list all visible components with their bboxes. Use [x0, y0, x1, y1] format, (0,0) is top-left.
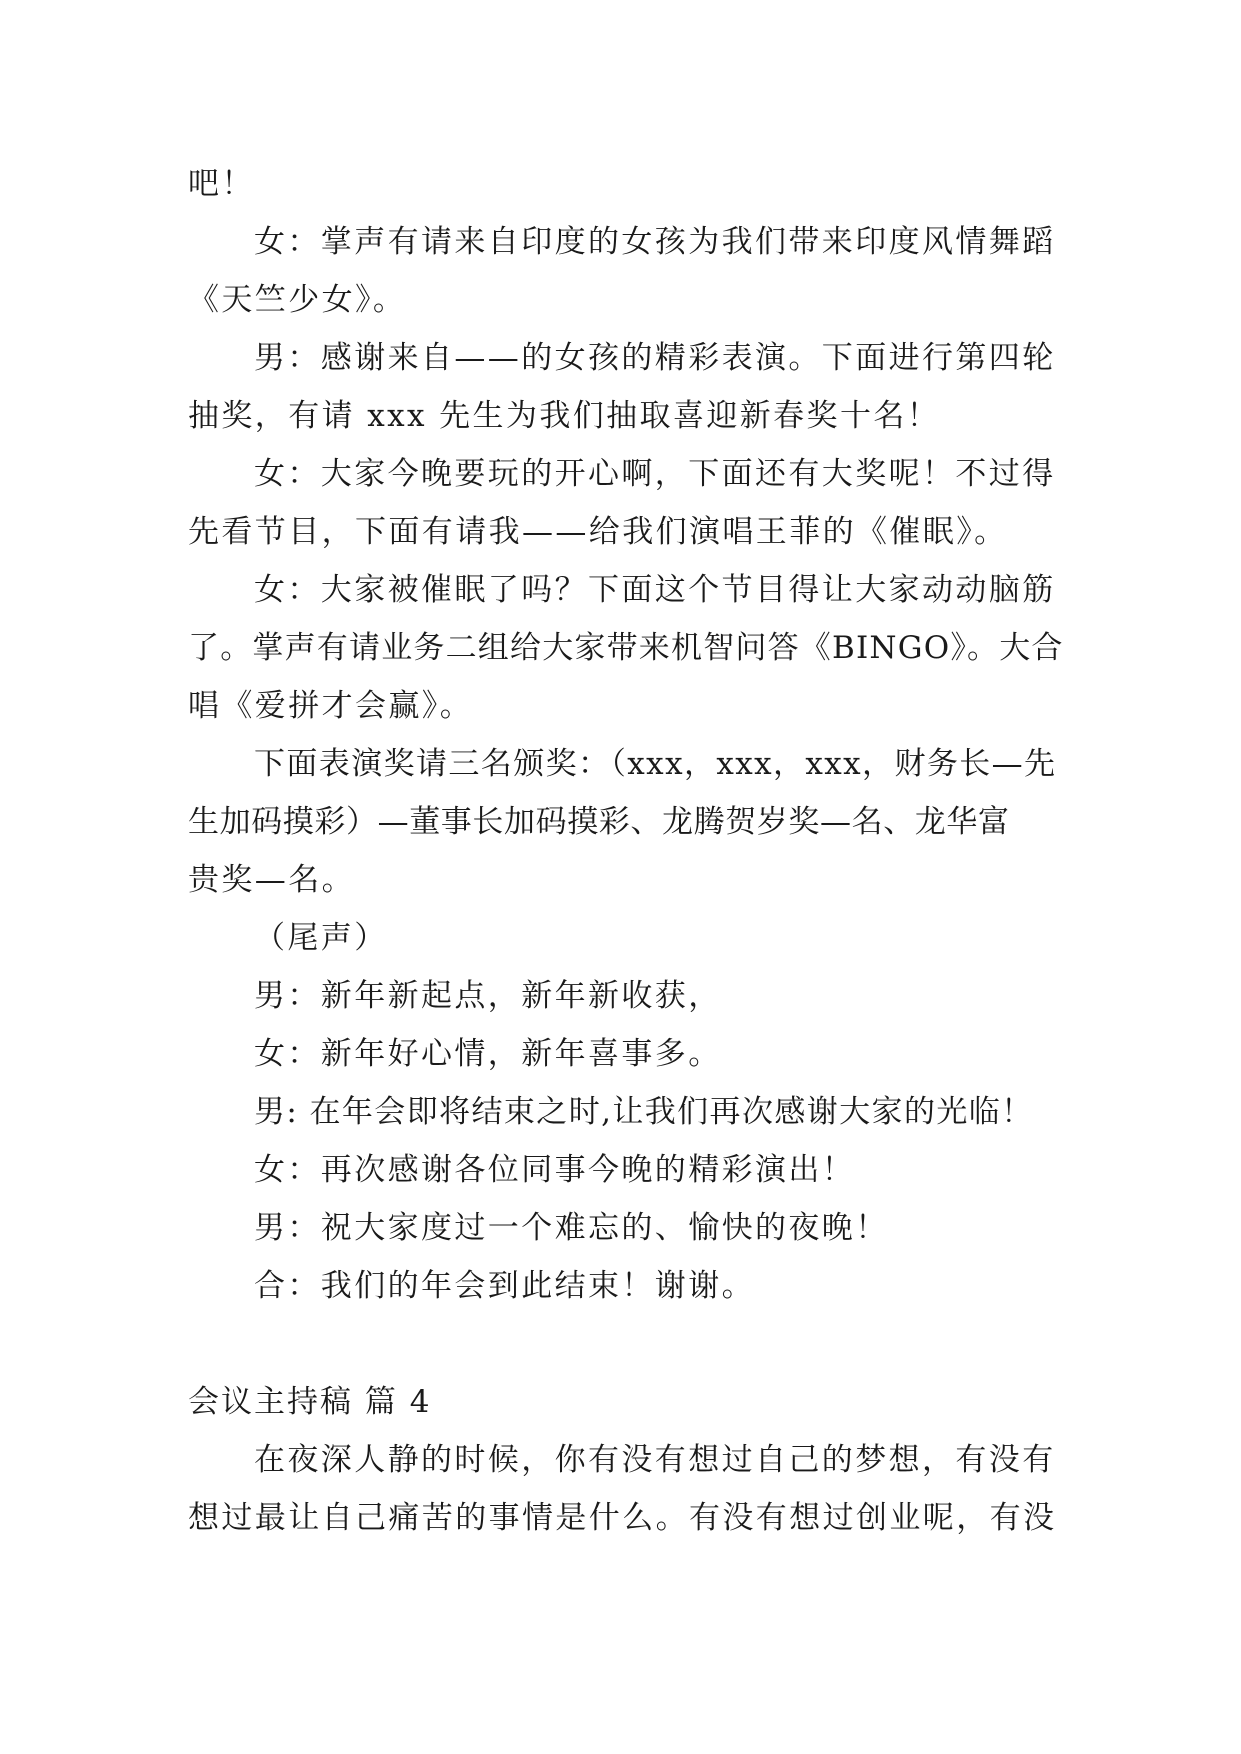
section-title: 会议主持稿 篇 4 — [188, 1384, 432, 1420]
paragraph-line: 生加码摸彩）—董事长加码摸彩、龙腾贺岁奖—名、龙华富 — [188, 804, 1010, 840]
paragraph-line: 下面表演奖请三名颁奖：（xxx，xxx，xxx，财务长—先 — [254, 746, 1057, 782]
document-body — [188, 155, 1064, 1547]
paragraph-line: 吧！ — [188, 166, 255, 202]
paragraph-line: 了。掌声有请业务二组给大家带来机智问答《BINGO》。大合 — [188, 630, 1064, 666]
paragraph-line: 在夜深人静的时候，你有没有想过自己的梦想，有没有 — [254, 1442, 1056, 1478]
paragraph-line: 贵奖—名。 — [188, 862, 355, 898]
paragraph-line: 男: 在年会即将结束之时,让我们再次感谢大家的光临！ — [254, 1094, 1034, 1130]
paragraph-line: 女：大家被催眠了吗？下面这个节目得让大家动动脑筋 — [254, 572, 1056, 608]
paragraph-line: 女：新年好心情，新年喜事多。 — [254, 1036, 722, 1072]
paragraph-line: 想过最让自己痛苦的事情是什么。有没有想过创业呢，有没 — [188, 1500, 1057, 1536]
paragraph-line: 男：祝大家度过一个难忘的、愉快的夜晚！ — [254, 1210, 889, 1246]
paragraph-line: 男：新年新起点，新年新收获， — [254, 978, 722, 1014]
paragraph-line: （尾声） — [254, 920, 388, 956]
paragraph-line: 合：我们的年会到此结束！谢谢。 — [254, 1268, 755, 1304]
paragraph-line: 女：大家今晚要玩的开心啊，下面还有大奖呢！不过得 — [254, 456, 1056, 492]
paragraph-line: 女：掌声有请来自印度的女孩为我们带来印度风情舞蹈 — [254, 224, 1056, 260]
paragraph-line: 《天竺少女》。 — [188, 282, 407, 318]
paragraph-line: 男：感谢来自——的女孩的精彩表演。下面进行第四轮 — [254, 340, 1056, 376]
paragraph-line: 女：再次感谢各位同事今晚的精彩演出！ — [254, 1152, 856, 1188]
paragraph-line: 唱《爱拼才会赢》。 — [188, 688, 474, 724]
paragraph-line: 先看节目，下面有请我——给我们演唱王菲的《催眠》。 — [188, 514, 1008, 550]
paragraph-line: 抽奖，有请 xxx 先生为我们抽取喜迎新春奖十名！ — [188, 398, 941, 434]
section-spacer — [188, 1315, 1058, 1373]
